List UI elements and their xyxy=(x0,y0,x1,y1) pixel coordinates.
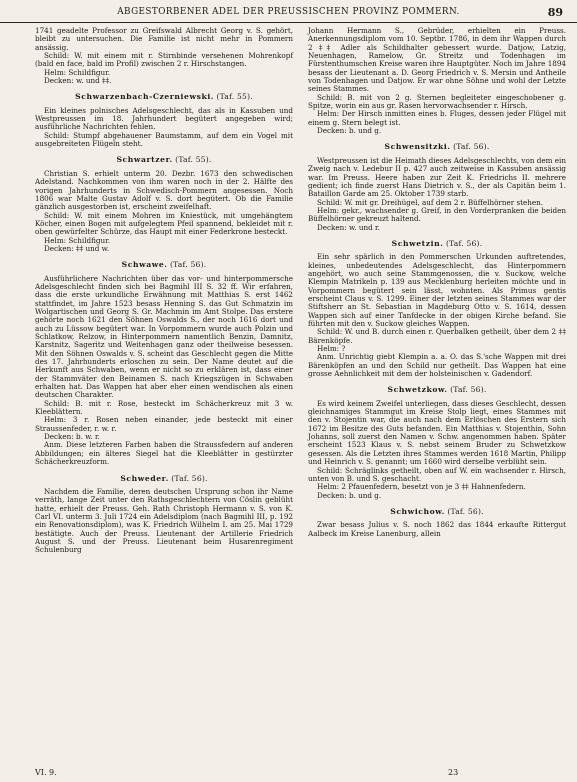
paragraph: Decken: w. und ‡‡. xyxy=(44,76,112,86)
paragraph: Anm. Diese letzteren Farben haben die Straussfedern auf anderen Abbildungen; ein älteres Siegel hat die Kleeblätter in gestürzter Schächerkreuzform. xyxy=(35,440,293,467)
entry-heading xyxy=(35,475,293,483)
paragraph: Schild: B. mit von 2 g. Sternen begleiteter eingeschobener g. Spitze, worin ein aus gr. Rasen hervorwachsender r. Hirsch. xyxy=(308,92,566,111)
paragraph: Schild: Stumpf abgehauener Baumstamm, auf dem ein Vogel mit ausgebreiteten Flügeln steht. xyxy=(35,130,293,149)
right-column xyxy=(308,27,566,538)
paragraph: Zwar besass Julius v. S. noch 1862 das 1844 erkaufte Rittergut Aalbeck im Kreise Lanenburg, allein xyxy=(308,520,566,538)
paragraph: Schild: B. mit r. Rose, besteckt im Schächerkreuz mit 3 w. Kleeblättern. xyxy=(35,398,293,417)
paragraph: Ein kleines polnisches Adelsgeschlecht, das als in Kassuben und Westpreussen im 18. Jahrhundert begütert angegeben wird; ausführliche Nachrichten fehlen. xyxy=(35,105,293,132)
paragraph: Christian S. erhielt unterm 20. Dezbr. 1673 den schwedischen Adelstand. Nachkommen von ihm waren noch in der 2. Hälfte des vorigen Jahrhunderts in Schwedisch-Pommern angesessen. Noch 1806 war Malte Gustav Adolf v. S. dort begütert. Ob die Familie gänzlich ausgestorben ist, erscheint zweifelhaft. xyxy=(35,168,293,212)
running-header xyxy=(0,4,577,23)
paragraph: Helm: Schildfigur. xyxy=(44,235,111,245)
sheet-number: 23 xyxy=(448,768,459,777)
entry-heading xyxy=(35,93,293,101)
paragraph: Nachdem die Familie, deren deutschen Ursprung schon ihr Name verräth, lange Zeit unter den Rathsgeschlechtern von Cöslin geblüht hatte, erhielt der Preuss. Geh. Rath Christoph Hermann v. S. von K. Carl VI. unterm 3. Juli 1724 ein Adelsdiplom (nach Bagmihl III, p. 192 ein Renovationsdiplom), was K. Friedrich Wilhelm I. am 25. Mai 1729 bestätigte. Auch der Preuss. Lieutenant der Artillerie Friedrich August S. und der Preuss. Lieutenant beim Husarenregiment Schulenburg xyxy=(35,486,293,555)
paragraph: Anm. Unrichtig giebt Klempin a. a. O. das S.'sche Wappen mit drei Bärenköpfen an und den Schild nur getheilt. Das Wappen hat eine grosse Aehnlichkeit mit dem der holsteinischen v. Gadendorf. xyxy=(308,352,566,379)
paragraph: Helm: Schildfigur. xyxy=(44,67,111,77)
entry-heading xyxy=(308,143,566,151)
paragraph: Decken: b. w. r. xyxy=(44,432,100,442)
entry-name: Schwensitzki. xyxy=(384,142,451,152)
plate-reference: (Taf. 56). xyxy=(445,238,483,248)
paragraph: Ein sehr spärlich in den Pommerschen Urkunden auftretendes, kleines, unbedeutendes Adelsgeschlecht, das Hinterpommern angehört, wo auch seine Stammgenossen, die v. Suckow, welche Klempin Matrikeln p. 139 aus Mecklenburg herleiten möchte und in Vorpommern begütert sein lässt, wohnten. Als Primus gentis erscheint Claus v. S. 1299. Einer der letzten seines Stammes war der Stiftsherr an St. Sebastian in Magdeburg Otto v. S. 1614, dessen Wappen sich auf einer Tanfdecke in der obigen Kirche befand. Sie führten mit den v. Suckow gleiches Wappen. xyxy=(308,252,566,328)
plate-reference: (Taf. 56). xyxy=(447,506,484,516)
paragraph: Westpreussen ist die Heimath dieses Adelsgeschlechts, von dem ein Zweig nach v. Ledebur II p. 427 auch zeitweise in Kassuben ansässig war. Im Preuss. Heere haben zur Zeit K. Friedrichs II. mehrere gedient; ich finde zuerst Hans Dietrich v. S., der als Capitän beim 1. Bataillon Garde am 25. Oktober 1739 starb. xyxy=(308,155,566,199)
entry-heading xyxy=(308,508,566,516)
paragraph: Decken: w. und r. xyxy=(317,222,380,232)
entry-name: Schwetzkow. xyxy=(387,385,448,395)
plate-reference: (Taf. 56). xyxy=(169,260,207,270)
paragraph: Ausführlichere Nachrichten über das vor- und hinterpommersche Adelsgeschlecht finden sich bei Bagmihl III S. 32 ff. Wir erfahren, dass die erste urkundliche Erwähnung mit Matthias S. erst 1462 stattfindet, im Jahre 1523 besass Henning S. das Gut Schmatzin im Wolgartischen und Georg S. Gr. Machmin im Amt Stolpe. Das erstere gehörte noch 1621 den Söhnen Oswalds S., der noch 1616 dort und auch zu Lüssow begütert war. In Vorpommern wurde auch Polzin und Schlatkow, Relzow, in Hinterpommern namentlich Benzin, Damnitz, Karstnitz, Sageritz und Weitenhagen ganz oder theilweise besessen. Mit den Söhnen Oswalds v. S. scheint das Geschlecht gegen die Mitte des 17. Jahrhunderts erloschen zu sein. Der Name deutet auf die Herkunft aus Schwaben, wenn er nicht so zu erklären ist, dass einer der Stammväter den Beinamen S. nach Kriegszügen in Schwaben erhalten hat. Das Wappen hat aber eher einen wendischen als einen deutschen Charakter. xyxy=(35,273,293,400)
entry-name: Schwetzin. xyxy=(391,238,444,248)
entry-name: Schweder. xyxy=(120,473,169,483)
entry-name: Schwarzenbach-Czerniewski. xyxy=(75,92,215,102)
paragraph: Helm: Der Hirsch inmitten eines b. Fluges, dessen jeder Flügel mit einem g. Stern belegt ist. xyxy=(308,109,566,127)
paragraph: Helm: ? xyxy=(317,344,346,354)
paragraph: Decken: b. und g. xyxy=(317,126,382,136)
entry-heading xyxy=(35,261,293,269)
paragraph: Helm: 3 r. Rosen neben einander, jede besteckt mit einer Straussenfeder, r. w. r. xyxy=(35,415,293,433)
paragraph: Johann Hermann S., Gebrüder, erhielten ein Preuss. Anerkennungsdiplom vom 10. Septbr. 1786, in dem ihr Wappen durch 2 ‡‡ Adler als Schildhalter gebessert wurde. Datjow, Latzig, Neuenhagen, Ramelow, Gr. Streitz und Todenhagen im Fürstenthumschen Kreise waren ihre Hauptgüter. Noch im Jahre 1894 besass der Lieutenant a. D. Georg Friedrich v. S. Mersin und Antheile von Todenhagen und Datjow. Er war ohne Söhne und wohl der Letzte seines Stammes. xyxy=(308,26,566,94)
entry-heading xyxy=(308,386,566,394)
plate-reference: (Taf. 55). xyxy=(175,155,212,165)
paragraph: Schild: W. und B. durch einen r. Querbalken getheilt, über dem 2 ‡‡ Bärenköpfe. xyxy=(308,327,566,345)
entry-name: Schwartzer. xyxy=(116,155,173,165)
paragraph: Helm: 2 Pfauenfedern, besetzt von je 3 ‡‡ Hahnenfedern. xyxy=(317,482,526,492)
paragraph: Schild: W. mit einem Mohren im Kniestück, mit umgehängtem Köcher, einen Bogen mit aufgelegtem Pfeil spannend, bekleidet mit r. oben gewürfelter Schürze, das Haupt mit einer Federkrone besteckt. xyxy=(35,210,293,237)
entry-heading xyxy=(35,156,293,164)
left-column xyxy=(35,27,293,555)
paragraph: Decken: b. und g. xyxy=(317,490,382,500)
entry-heading xyxy=(308,240,566,248)
entry-name: Schwawe. xyxy=(121,260,168,270)
paragraph: Schild: W. mit einem mit r. Stirnbinde versehenen Mohrenkopf (bald en face, bald im Profil) zwischen 2 r. Hirschstangen. xyxy=(35,51,293,69)
plate-reference: (Taf. 56). xyxy=(171,473,208,483)
plate-reference: (Taf. 56). xyxy=(450,385,487,395)
paragraph: Es wird keinem Zweifel unterliegen, dass dieses Geschlecht, dessen gleichnamiges Stammgut im Kreise Stolp liegt, eines Stammes mit den v. Stojentin war, die auch nach dem Erlöschen des Erstern sich 1672 im Besitze des Guts befanden. Ein Matthias v. Stojenthin, Sohn Johanns, soll zuerst den Namen v. Schw. angenommen haben. Später erscheint 1523 Klaus v. S. nebst seinem Bruder zu Schwetzkow gesessen. Als die Letzten ihres Stammes werden 1618 Martin, Philipp und Heinrich v. S. genannt; um 1660 wird derselbe verblüht sein. xyxy=(308,398,566,467)
paragraph: Schild: W. mit gr. Dreihügel, auf dem 2 r. Büffelhörner stehen. xyxy=(317,197,544,207)
paragraph: Helm: gekr., wachsender g. Greif, in den Vorderpranken die beiden Büffelhörner gekreuzt haltend. xyxy=(308,205,566,224)
running-title: ABGESTORBENER ADEL DER PREUSSISCHEN PROVINZ POMMERN. xyxy=(117,7,460,17)
signature-mark: VI. 9. xyxy=(35,768,57,777)
paragraph: Schild: Schräglinks getheilt, oben auf W. ein wachsender r. Hirsch, unten von B. und S. geschacht. xyxy=(308,465,566,483)
plate-reference: (Taf. 56). xyxy=(453,142,490,152)
entry-name: Schwichow. xyxy=(390,506,445,516)
paragraph: Decken: ‡‡ und w. xyxy=(44,243,110,253)
page-number: 89 xyxy=(547,6,563,19)
plate-reference: (Taf. 55). xyxy=(216,92,253,102)
paragraph: 1741 geadelte Professor zu Greifswald Albrecht Georg v. S. gehört, bleibt zu untersuchen. Die Familie ist nicht mehr in Pommern ansässig. xyxy=(35,26,293,52)
